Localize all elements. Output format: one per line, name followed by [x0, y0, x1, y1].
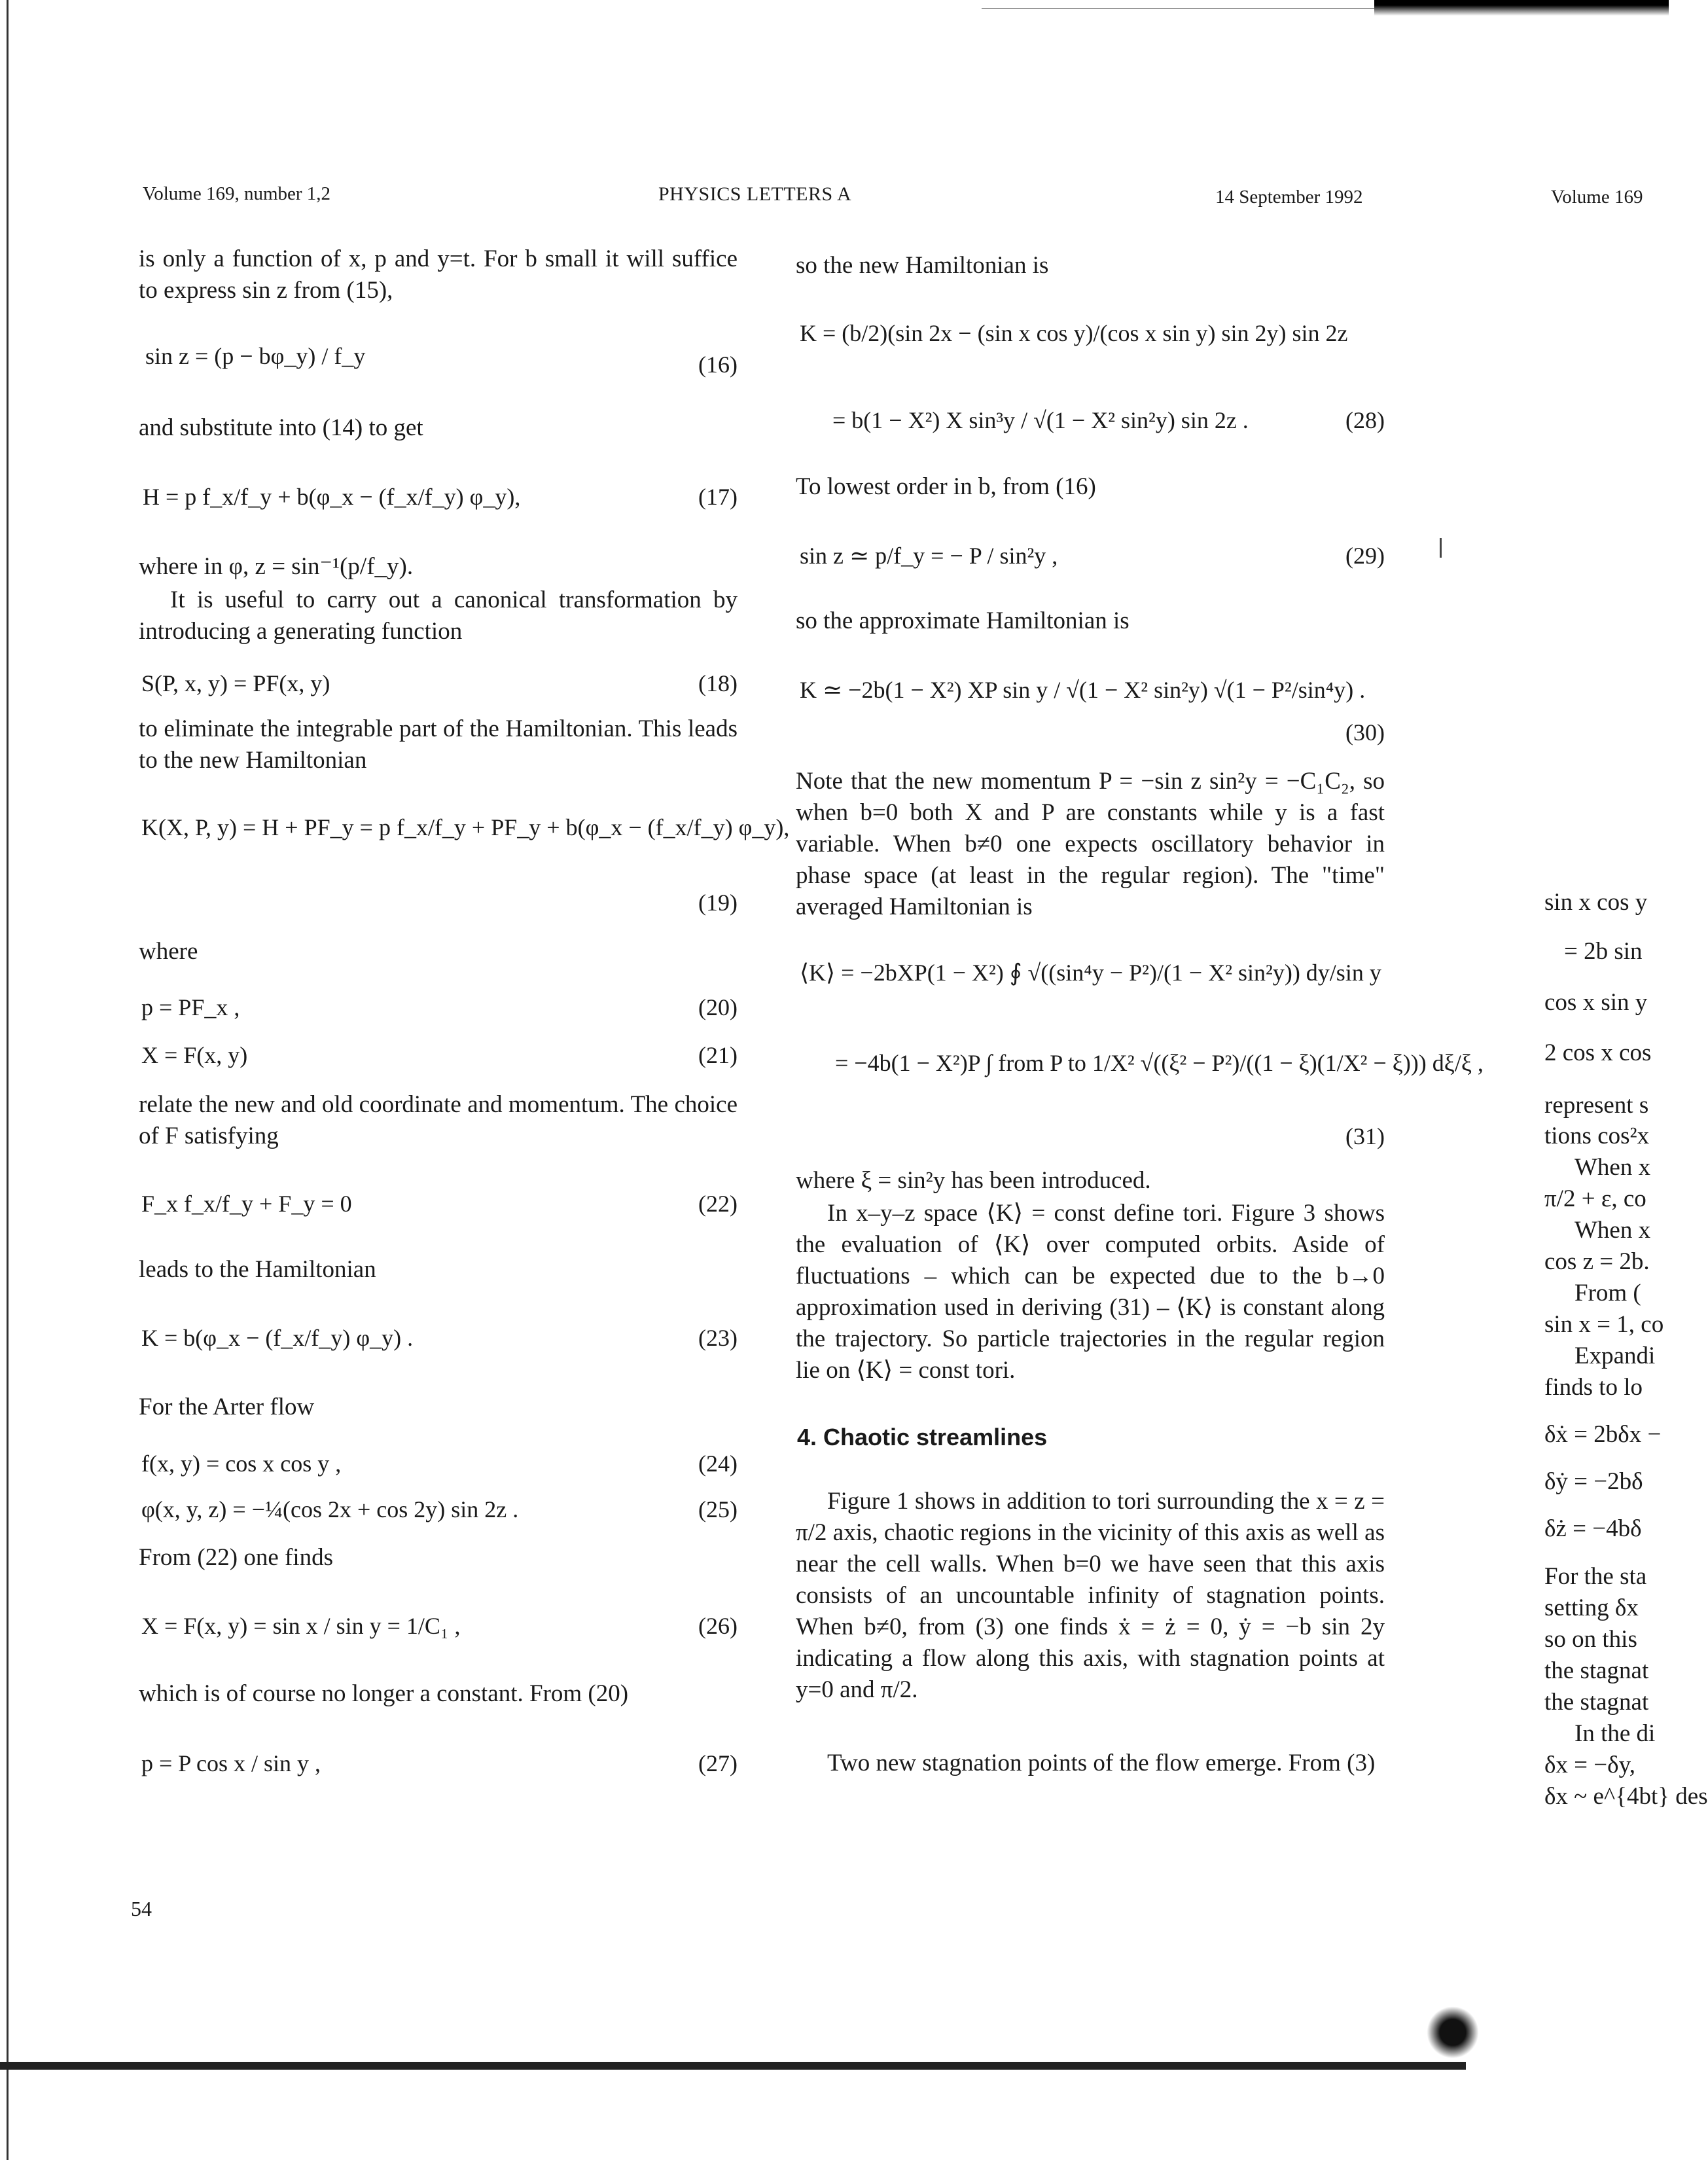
equation-number: (26): [698, 1613, 738, 1639]
paragraph: Note that the new momentum P = −sin z sin²y = −C₁C₂, so when b=0 both X and P are constants while y is a fast variable. When b≠0 one expects oscillatory behavior in phase space (at least in the regular region). The "time" averaged Hamiltonian is: [796, 768, 1385, 920]
ink-blot: [1427, 2006, 1479, 2059]
paragraph: so the new Hamiltonian is: [796, 252, 1049, 279]
equation-number: (17): [698, 484, 738, 510]
equation-number: (31): [1345, 1123, 1385, 1149]
equation-31b: = −4b(1 − X²)P ∫ from P to 1/X² √((ξ² − P²)/((1 − ξ)(1/X² − ξ))) dξ/ξ ,: [835, 1050, 1484, 1076]
paragraph: to eliminate the integrable part of the Hamiltonian. This leads to the new Hamiltonian: [139, 715, 738, 774]
paragraph: relate the new and old coordinate and momentum. The choice of F satisfying: [139, 1091, 738, 1149]
text-fragment: In the di: [1575, 1720, 1656, 1747]
page-edge-left: [7, 0, 9, 2160]
equation-17: H = p f_x/f_y + b(φ_x − (f_x/f_y) φ_y),: [143, 484, 521, 510]
paragraph: For the Arter flow: [139, 1394, 315, 1420]
equation-number: (20): [698, 994, 738, 1020]
paragraph: leads to the Hamiltonian: [139, 1256, 376, 1283]
equation-number: (16): [698, 351, 738, 378]
text-fragment: δx = −δy,: [1544, 1752, 1635, 1778]
text-fragment: δż = −4bδ: [1544, 1515, 1642, 1542]
paragraph: It is useful to carry out a canonical transformation by introducing a generating function: [139, 586, 738, 645]
page-number: 54: [131, 1897, 152, 1920]
equation-21: X = F(x, y): [141, 1042, 248, 1068]
equation-25: φ(x, y, z) = −¼(cos 2x + cos 2y) sin 2z .: [141, 1496, 519, 1522]
header-next-volume: Volume 169: [1551, 187, 1643, 207]
text-fragment: so on this: [1544, 1626, 1637, 1653]
text-fragment: cos z = 2b.: [1544, 1248, 1650, 1275]
equation-23: K = b(φ_x − (f_x/f_y) φ_y) .: [141, 1325, 414, 1351]
equation-16: sin z = (p − bφ_y) / f_y: [145, 343, 366, 369]
header-date: 14 September 1992: [1215, 187, 1363, 207]
text-fragment: 2 cos x cos: [1544, 1039, 1652, 1066]
text-fragment: δẏ = −2bδ: [1544, 1468, 1643, 1495]
text-fragment: setting δx: [1544, 1594, 1639, 1621]
header-volume: Volume 169, number 1,2: [143, 183, 331, 204]
equation-27: p = P cos x / sin y ,: [141, 1750, 321, 1776]
equation-number: (25): [698, 1496, 738, 1522]
text-fragment: cos x sin y: [1544, 989, 1648, 1016]
text-fragment: When x: [1575, 1154, 1651, 1181]
paragraph: Figure 1 shows in addition to tori surrounding the x = z = π/2 axis, chaotic regions in the vicinity of this axis as well as near the cell walls. When b=0 we have seen that this axis consists of an uncountable infinity of stagnation points. When b≠0, from (3) one finds ẋ = ż = 0, ẏ = −b sin 2y indicating a flow along this axis, with stagnation points at y=0 and π/2.: [796, 1488, 1385, 1703]
paragraph: where ξ = sin²y has been introduced.: [796, 1167, 1151, 1194]
paragraph: From (22) one finds: [139, 1544, 333, 1571]
text-fragment: For the sta: [1544, 1563, 1647, 1590]
equation-number: (21): [698, 1042, 738, 1068]
equation-number: (19): [698, 890, 738, 916]
equation-number: (28): [1345, 407, 1385, 433]
right-column-fragment: [1544, 0, 1708, 2062]
paragraph: To lowest order in b, from (16): [796, 473, 1096, 500]
section-title: 4. Chaotic streamlines: [797, 1424, 1048, 1450]
equation-28a: K = (b/2)(sin 2x − (sin x cos y)/(cos x sin y) sin 2y) sin 2z: [800, 320, 1348, 346]
equation-number: (22): [698, 1191, 738, 1217]
text-fragment: sin x = 1, co: [1544, 1311, 1664, 1338]
text-fragment: the stagnat: [1544, 1657, 1649, 1684]
equation-30: K ≃ −2b(1 − X²) XP sin y / √(1 − X² sin²y) √(1 − P²/sin⁴y) .: [800, 677, 1366, 703]
text-fragment: δx ~ e^{4bt} des: [1544, 1783, 1708, 1810]
paragraph: Two new stagnation points of the flow emerge. From (3): [827, 1750, 1376, 1776]
paragraph: where in φ, z = sin⁻¹(p/f_y).: [139, 553, 414, 580]
paragraph: so the approximate Hamiltonian is: [796, 607, 1130, 634]
equation-24: f(x, y) = cos x cos y ,: [141, 1450, 342, 1477]
paragraph: In x–y–z space ⟨K⟩ = const define tori. Figure 3 shows the evaluation of ⟨K⟩ over computed orbits. Aside of fluctuations – which can be expected due to the b→0 approximation used in deriving (31) – ⟨K⟩ is constant along the trajectory. So particle trajectories in the regular region lie on ⟨K⟩ = const tori.: [796, 1200, 1385, 1384]
text-fragment: = 2b sin: [1564, 938, 1643, 965]
text-fragment: tions cos²x: [1544, 1123, 1650, 1149]
equation-20: p = PF_x ,: [141, 994, 240, 1020]
paragraph: where: [139, 938, 198, 965]
text-fragment: Expandi: [1575, 1342, 1656, 1369]
text-fragment: finds to lo: [1544, 1374, 1643, 1401]
equation-26: X = F(x, y) = sin x / sin y = 1/C₁ ,: [141, 1613, 461, 1639]
page-edge-bottom: [0, 2062, 1466, 2070]
equation-31a: ⟨K⟩ = −2bXP(1 − X²) ∮ √((sin⁴y − P²)/(1 − X² sin²y)) dy/sin y: [800, 960, 1381, 986]
equation-18: S(P, x, y) = PF(x, y): [141, 670, 330, 696]
text-fragment: From (: [1575, 1280, 1641, 1306]
equation-29: sin z ≃ p/f_y = − P / sin²y ,: [800, 543, 1058, 569]
equation-number: (23): [698, 1325, 738, 1351]
equation-number: (27): [698, 1750, 738, 1776]
text-fragment: the stagnat: [1544, 1689, 1649, 1716]
text-fragment: represent s: [1544, 1092, 1649, 1119]
text-fragment: π/2 + ε, co: [1544, 1185, 1646, 1212]
paragraph: and substitute into (14) to get: [139, 414, 423, 441]
equation-number: (29): [1345, 543, 1385, 569]
equation-number: (30): [1345, 719, 1385, 746]
scan-rule-top: [982, 8, 1374, 9]
text-fragment: δẋ = 2bδx −: [1544, 1421, 1662, 1448]
header-journal: PHYSICS LETTERS A: [658, 183, 852, 205]
equation-number: (24): [698, 1450, 738, 1477]
equation-28b: = b(1 − X²) X sin³y / √(1 − X² sin²y) sin 2z .: [832, 407, 1249, 433]
equation-19: K(X, P, y) = H + PF_y = p f_x/f_y + PF_y + b(φ_x − (f_x/f_y) φ_y),: [141, 814, 790, 840]
margin-mark: [1440, 538, 1442, 558]
text-fragment: sin x cos y: [1544, 889, 1648, 916]
equation-22: F_x f_x/f_y + F_y = 0: [141, 1191, 352, 1217]
paragraph: which is of course no longer a constant. From (20): [139, 1680, 629, 1707]
text-fragment: When x: [1575, 1217, 1651, 1244]
paragraph: is only a function of x, p and y=t. For b small it will suffice to express sin z from (15),: [139, 245, 738, 304]
equation-number: (18): [698, 670, 738, 696]
